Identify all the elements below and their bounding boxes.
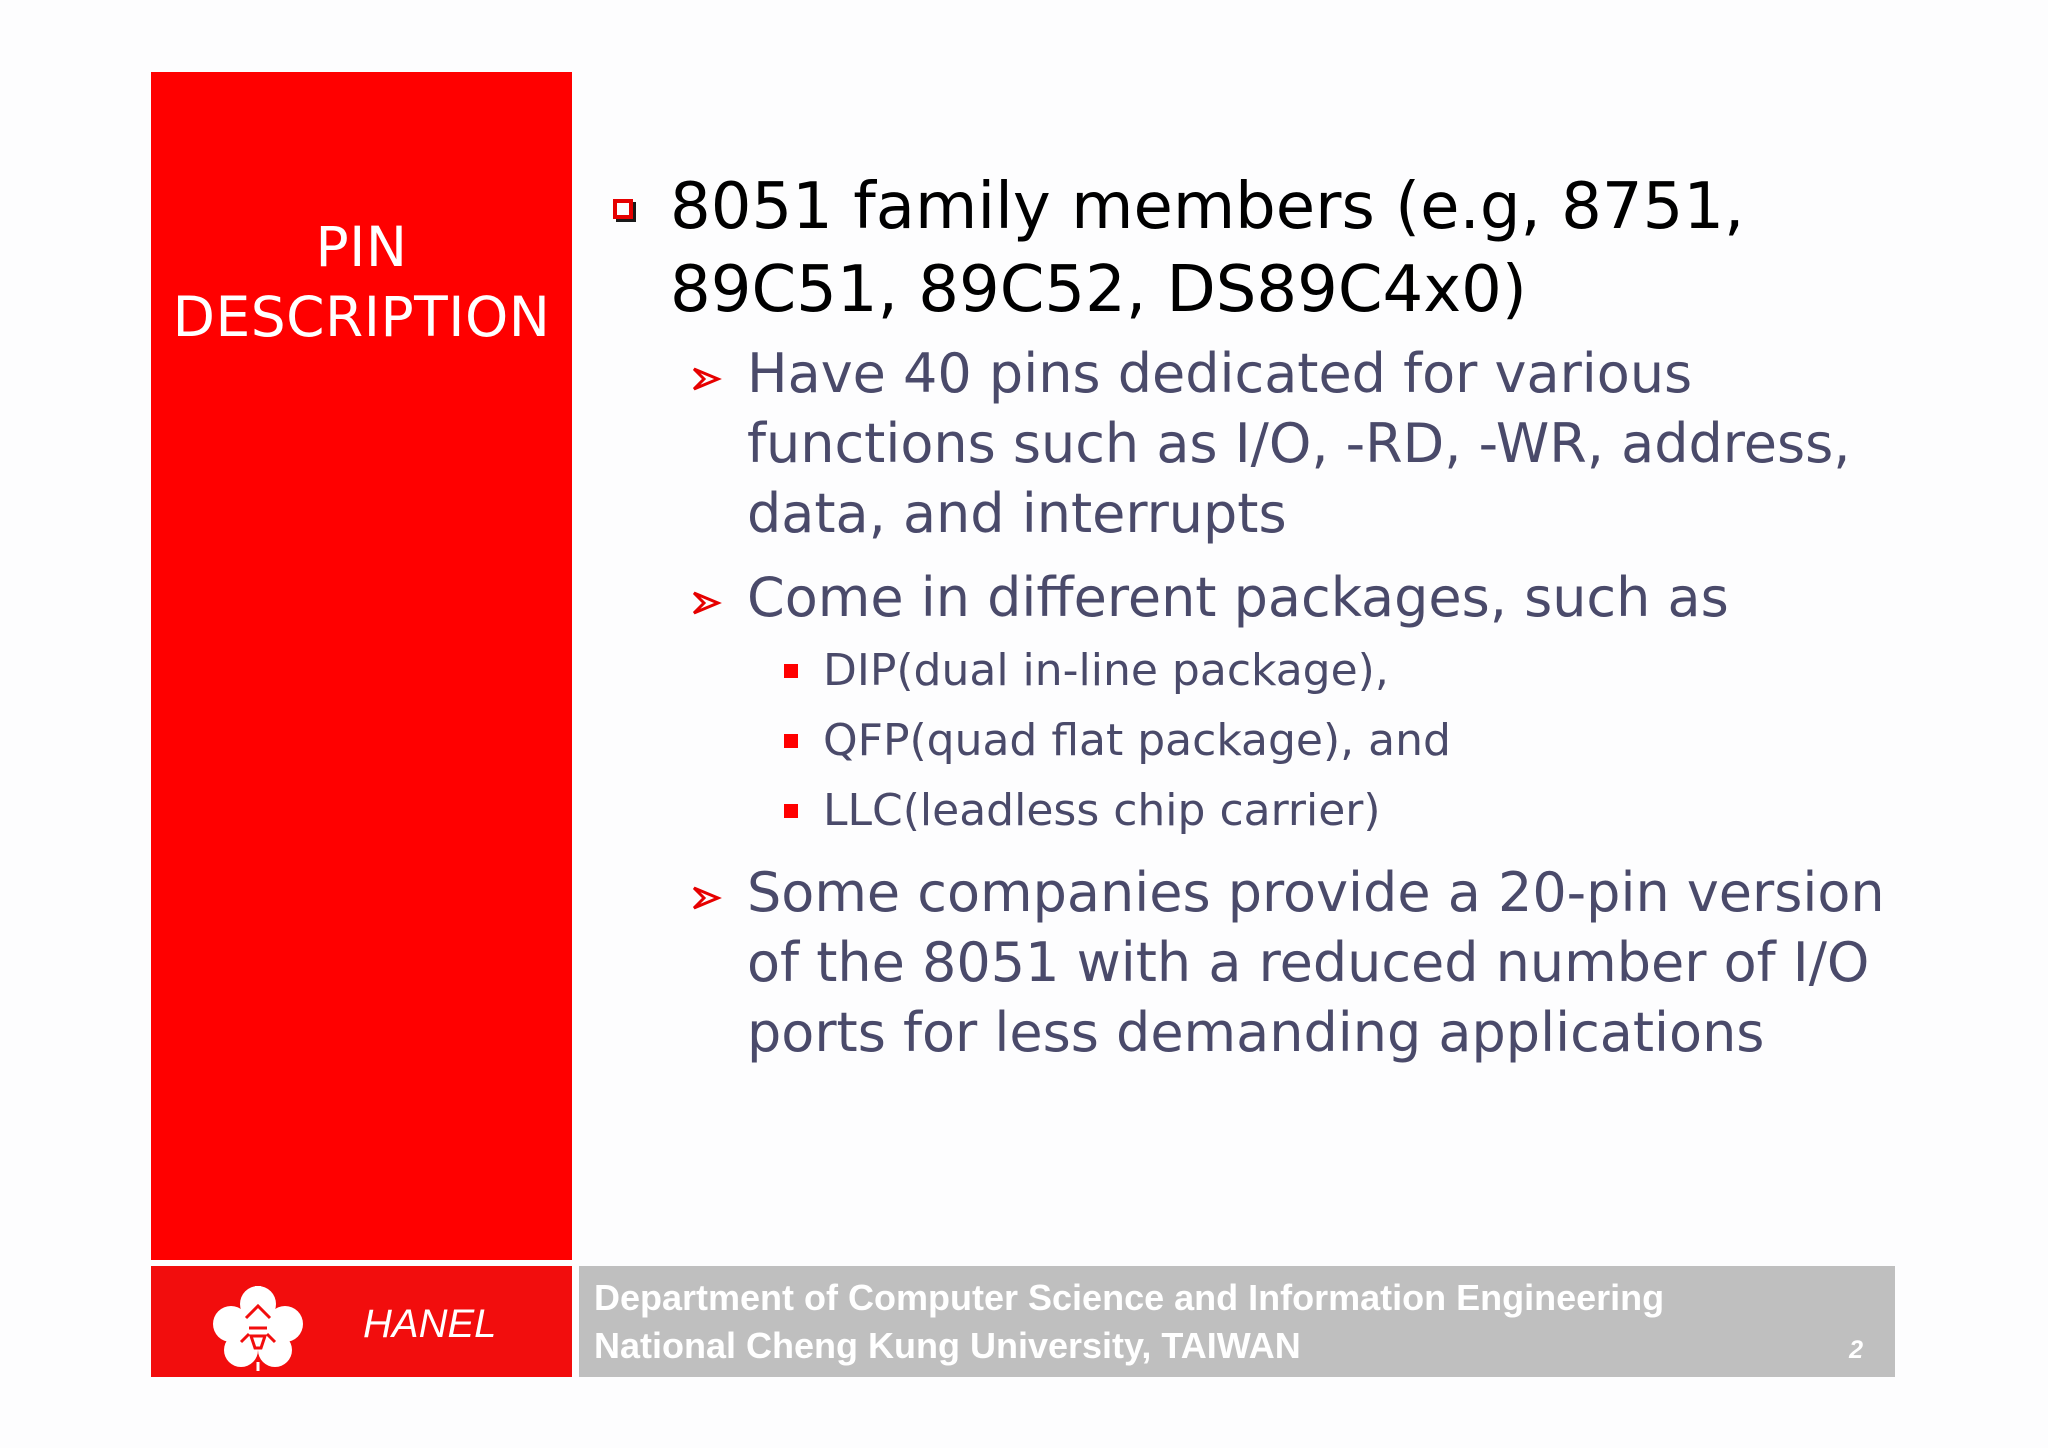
hollow-square-icon bbox=[613, 199, 633, 219]
filled-square-icon bbox=[784, 664, 798, 678]
package-item: QFP(quad flat package), and bbox=[823, 715, 1451, 766]
footer-right bbox=[579, 1266, 1895, 1377]
filled-square-icon bbox=[784, 734, 798, 748]
section-title-line-2: DESCRIPTION bbox=[172, 285, 551, 349]
section-title-line-1: PIN bbox=[315, 215, 408, 279]
department-name: Department of Computer Science and Information Engineering bbox=[594, 1277, 1665, 1318]
sub-bullet-pins: Have 40 pins dedicated for various functions such as I/O, -RD, -WR, address, data, and interrupts bbox=[747, 342, 1851, 545]
arrowhead-icon bbox=[690, 882, 722, 914]
arrowhead-icon bbox=[690, 587, 722, 619]
package-item: LLC(leadless chip carrier) bbox=[823, 785, 1381, 836]
package-item: DIP(dual in-line package), bbox=[823, 645, 1389, 696]
footer-left bbox=[151, 1266, 572, 1377]
filled-square-icon bbox=[784, 804, 798, 818]
arrowhead-icon bbox=[690, 363, 722, 395]
sub-bullet-packages: Come in different packages, such as bbox=[747, 566, 1729, 629]
university-emblem-icon bbox=[201, 1276, 316, 1372]
author-name: HANEL bbox=[363, 1302, 497, 1346]
sub-bullet-20-pin: Some companies provide a 20-pin version of the 8051 with a reduced number of I/O ports for less demanding applications bbox=[747, 861, 1885, 1064]
page-number: 2 bbox=[1849, 1336, 1863, 1364]
heading-bullet: 8051 family members (e.g, 8751, 89C51, 89C52, DS89C4x0) bbox=[670, 170, 1745, 327]
university-name: National Cheng Kung University, TAIWAN bbox=[594, 1325, 1301, 1366]
